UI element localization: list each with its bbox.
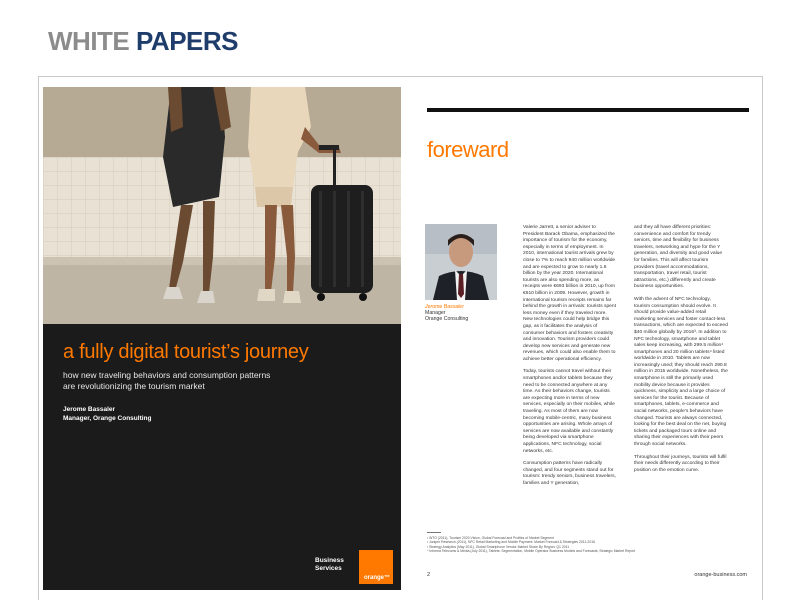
author-org: Orange Consulting	[425, 316, 469, 322]
paragraph: Consumption patterns have radically changed, and four segments stand out for tourism: trendy seniors, business travelers, families and Y generation,	[523, 461, 616, 486]
footnote: ² Juniper Research (2011), NFC Retail Marketing and Mobile Payment: Market Forecast & Strategies 2011-2016	[427, 540, 595, 545]
cover-photo	[43, 87, 401, 324]
article-title: foreward	[427, 137, 509, 162]
author-name: Jerome Bassaler	[425, 304, 464, 310]
paragraph: Valerie Jarrett, a senior adviser to President Barack Obama, emphasized the importance of tourism for the economy, especially in terms of employment. In 2010, international tourist arrivals grew by close to 7% to reach 940 million worldwide and are expected to grow to nearly 1.6 billion by the year 2020. International tourists are also spending more, as receipts were €693 billion in 2010, up from €610 billion in 2009. However, growth in international tourism receipts remains far behind the growth in arrivals: tourists spent less money even if they traveled more. New technologies could help bridge this gap, as it facilitates the analysis of consumer behaviors and fosters creativity and innovation. Tourism providers could develop new services and generate new revenues, which could also enable them to achieve better operational efficiency.	[523, 225, 616, 362]
article-page	[413, 87, 759, 590]
footnote: ¹ WTO (2011), Tourism 2020 Vision, Global Forecast and Profiles of Market Segment	[427, 536, 554, 540]
cover-subtitle	[63, 370, 363, 392]
brand-line1: Business	[315, 557, 344, 564]
cover-author-role: Manager, Orange Consulting	[63, 415, 152, 422]
paragraph: Throughout their journeys, tourists will fulfil their needs differently according to their position on the emotion curve.	[634, 454, 727, 473]
heading-word-white: WHITE	[48, 26, 130, 56]
text-column-1	[523, 225, 617, 494]
cover-subtitle-line2: are revolutionizing the tourism market	[63, 381, 205, 391]
paragraph: With the advent of NFC technology, tourism consumption should evolve. It should provide value-added retail marketing services and foster contact-less transactions, which are expected to exceed $40 million globally by 2016³. In addition to NFC technology, smartphone and tablet sales keep increasing, with 299.5 million⁴ smartphones and 20 million tablets⁴ listed worldwide in 2010. Tablets are now increasingly used; they should reach 290.8 million in 2015 worldwide. Nonetheless, the smartphone is still the primarily used mobility device because it provides quickness, simplicity and a large choice of services for the tourist. Because of smartphones, tablets, e-commerce and social networks, people’s behaviors have changed. Tourists are always connected, looking for the best deal on the net, buying tickets and packaged tours online and sharing their experiences with their peers through social networks.	[634, 296, 728, 447]
document-preview-frame	[38, 76, 763, 600]
business-services-label	[315, 557, 355, 573]
footnote: ⁴ Informa Telecoms & Media (July 2011), Tablets: Segmentation, Mobile Operator Business Models and Forecasts; Strategic Market Report	[427, 548, 636, 553]
brand-line2: Services	[315, 565, 342, 572]
text-column-2	[634, 225, 728, 480]
author-portrait	[425, 224, 497, 300]
paragraph: and they all have different priorities: convenience and comfort for trendy seniors, time and flexibility for business travelers, networking and hype for the Y generation, and diversity and good value for families. This will affect tourism providers (travel accommodations, transportation, travel retail, tourist attractions, etc.) differently and create business opportunities.	[634, 225, 723, 290]
cover-author: Jerome Bassaler	[63, 406, 116, 413]
cover-page	[43, 87, 401, 590]
cover-subtitle-line1: how new traveling behaviors and consumption patterns	[63, 370, 271, 380]
footnotes	[427, 536, 727, 553]
footnote-divider	[427, 532, 441, 533]
paragraph: Today, tourists cannot travel without their smartphones and/or tablets because they need to be connected anywhere at any time. As their behaviors change, tourists are expecting more in terms of new services, especially on their mobiles, while traveling. As most of them are now becoming mobile-centric, many business opportunities are arising. Whole arrays of services are now available and constantly being developed via smartphone applications, NFC technology, social networks, etc.	[523, 369, 615, 454]
section-heading	[48, 26, 238, 57]
heading-word-papers: PAPERS	[136, 26, 238, 56]
orange-logo	[359, 550, 393, 584]
orange-logo-text: orange™	[363, 575, 390, 581]
footer-url: orange-business.com	[694, 572, 747, 578]
footnote: ³ Strategy Analytics (May 2011), Global Smartphone Vendor Market Share By Region: Q1 2011	[427, 544, 570, 549]
top-rule	[427, 108, 749, 112]
cover-title: a fully digital tourist’s journey	[63, 341, 309, 363]
page-number: 2	[427, 572, 431, 578]
author-role: Manager	[425, 310, 446, 316]
